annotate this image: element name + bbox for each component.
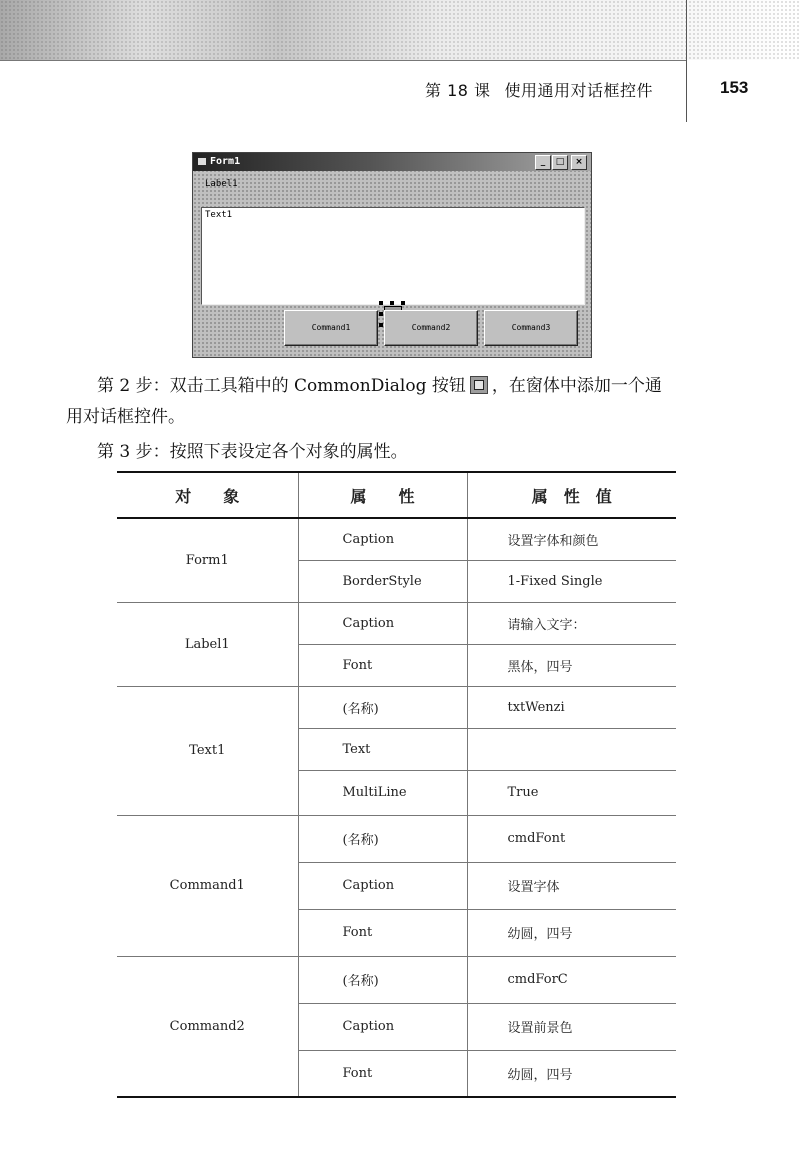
chapter-number: 第 18 课 [425,81,491,100]
form-title: Form1 [210,156,241,167]
selection-handle[interactable] [379,323,383,327]
command1-button[interactable]: Command1 [284,310,378,346]
value-cell: txtWenzi [467,686,676,728]
form-titlebar [193,153,591,171]
value-cell [467,728,676,770]
property-table [117,471,676,1098]
value-cell: 幼圆，四号 [467,1050,676,1097]
selection-handle[interactable] [379,312,383,316]
header-divider [686,0,687,122]
value-cell: cmdFont [467,815,676,862]
text1-content: Text1 [205,210,233,220]
property-cell: Font [298,644,467,686]
step2-text-a: 第 2 步：双击工具箱中的 CommonDialog 按钮 [97,376,466,396]
value-cell: 黑体，四号 [467,644,676,686]
label1-control[interactable]: Label1 [205,179,238,189]
vb-form-window [192,152,592,358]
object-cell: Text1 [117,686,298,815]
window-buttons [535,155,587,170]
property-cell: (名称) [298,686,467,728]
property-cell: Caption [298,1003,467,1050]
page-number: 153 [720,78,749,97]
property-cell: (名称) [298,815,467,862]
command2-button[interactable]: Command2 [384,310,478,346]
property-cell: Caption [298,518,467,560]
property-cell: Caption [298,862,467,909]
property-cell: Font [298,909,467,956]
selection-handle[interactable] [401,301,405,305]
chapter-title: 使用通用对话框控件 [504,81,654,100]
value-cell: 幼圆，四号 [467,909,676,956]
selection-handle[interactable] [390,301,394,305]
value-cell: 请输入文字： [467,602,676,644]
value-cell: 设置字体 [467,862,676,909]
property-cell: Text [298,728,467,770]
table-row [117,602,676,644]
step2-text-b: ，在窗体中添加一个通 [491,376,662,396]
header-rule [0,60,686,61]
property-cell: (名称) [298,956,467,1003]
close-icon[interactable]: × [571,155,587,170]
property-cell: Font [298,1050,467,1097]
text1-control[interactable] [201,207,585,305]
table-header-row [117,472,676,518]
property-cell: Caption [298,602,467,644]
table-row [117,686,676,728]
object-cell: Command1 [117,815,298,956]
property-cell: BorderStyle [298,560,467,602]
value-cell: cmdForC [467,956,676,1003]
chapter-heading [425,78,653,101]
property-cell: MultiLine [298,770,467,815]
object-cell: Form1 [117,518,298,602]
command3-button[interactable]: Command3 [484,310,578,346]
table-row [117,956,676,1003]
minimize-icon[interactable]: _ [535,155,551,170]
header-decoration [0,0,800,60]
maximize-icon[interactable]: □ [552,155,568,170]
step3-line: 第 3 步：按照下表设定各个对象的属性。 [97,442,408,462]
header-value: 属 性 值 [467,472,676,518]
value-cell: 设置字体和颜色 [467,518,676,560]
table-row [117,518,676,560]
value-cell: 1-Fixed Single [467,560,676,602]
value-cell: 设置前景色 [467,1003,676,1050]
header-property: 属 性 [298,472,467,518]
object-cell: Label1 [117,602,298,686]
step2-line2: 用对话框控件。 [66,407,185,427]
selection-handle[interactable] [379,301,383,305]
commondialog-icon [470,376,488,394]
value-cell: True [467,770,676,815]
header-object: 对 象 [117,472,298,518]
form-icon [198,158,206,165]
step2-line1 [97,372,662,400]
table-row [117,815,676,862]
object-cell: Command2 [117,956,298,1097]
